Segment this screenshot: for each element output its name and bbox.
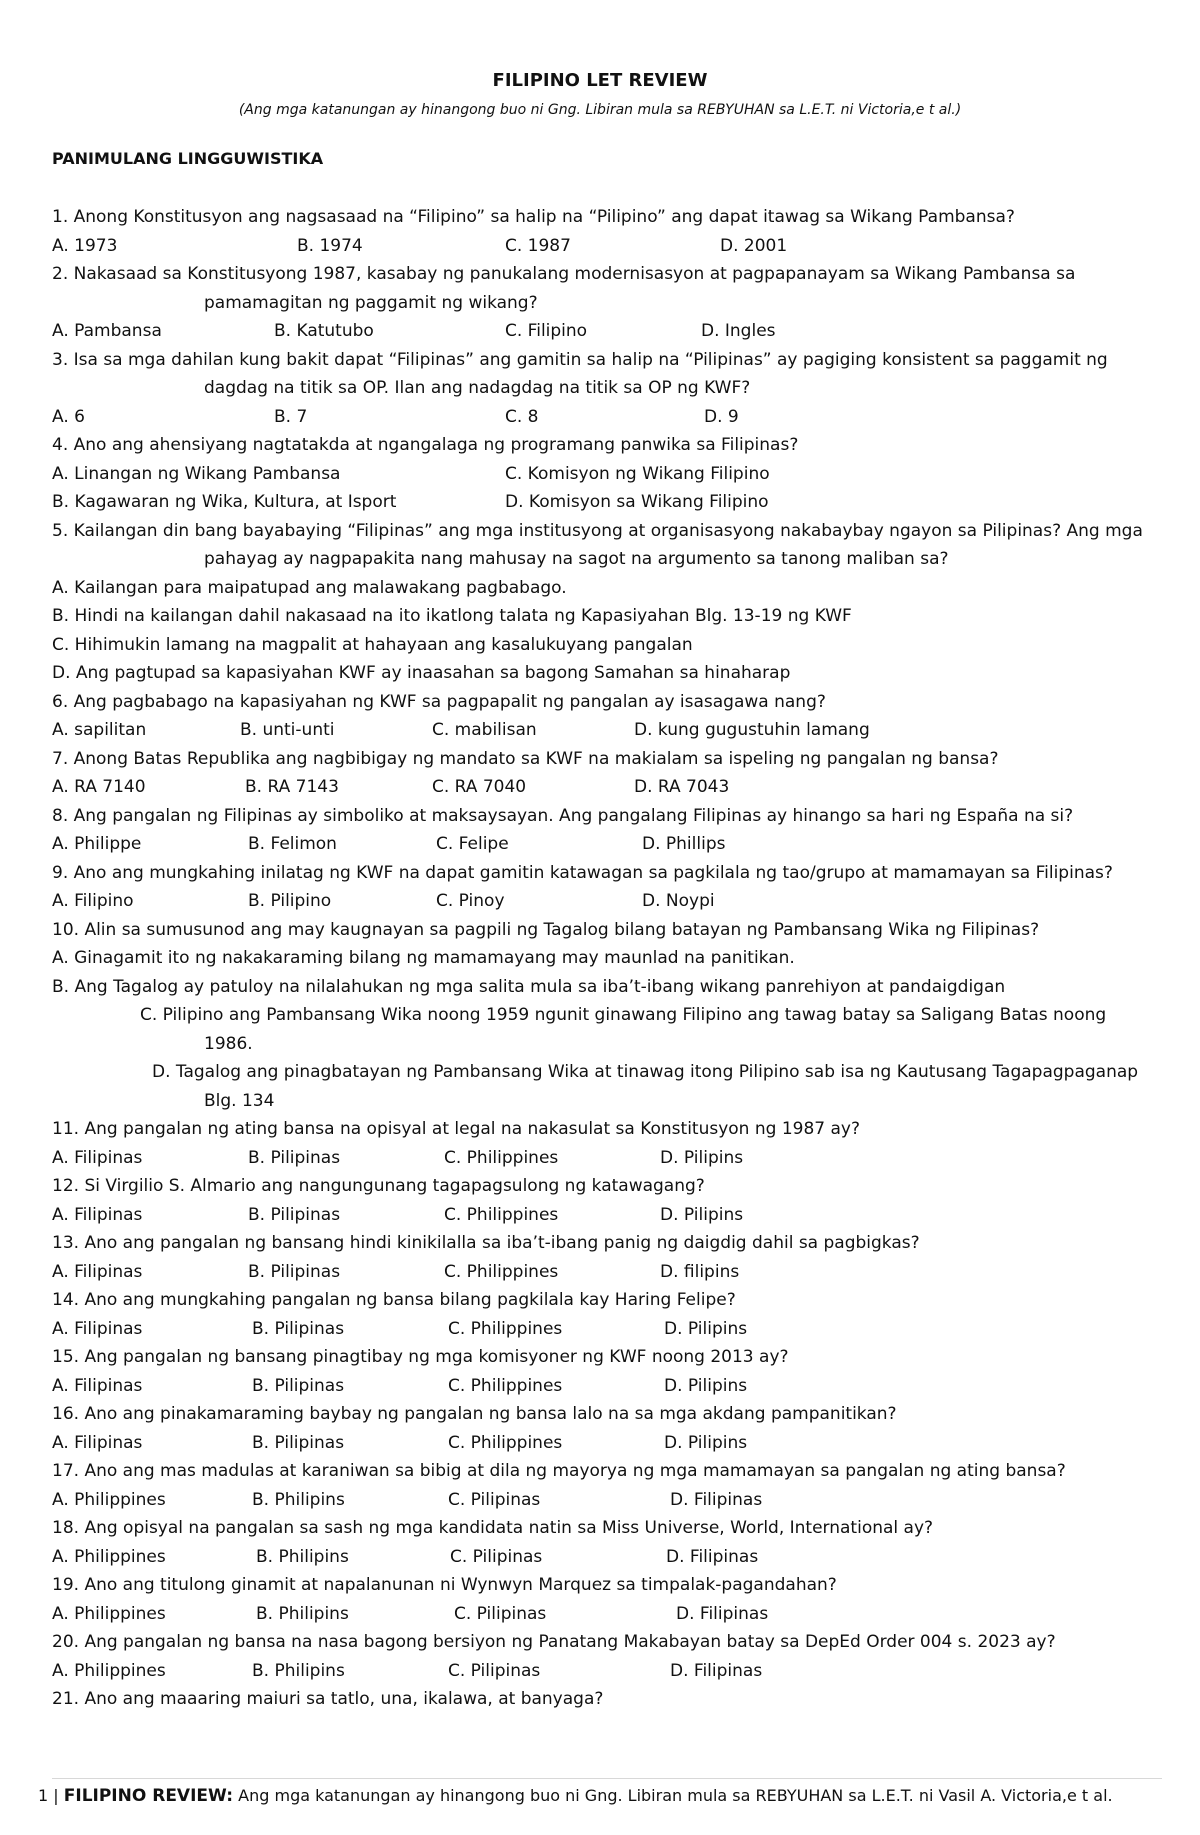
option-continued: Blg. 134 <box>204 1090 275 1111</box>
options <box>52 1543 1162 1572</box>
option: D. Ang pagtupad sa kapasiyahan KWF ay inaasahan sa bagong Samahan sa hinaharap <box>52 663 791 683</box>
option: A. Kailangan para maipatupad ang malawakang pagbabago. <box>52 577 567 598</box>
option: C. mabilisan <box>432 720 537 740</box>
question: 20. Ang pangalan ng bansa na nasa bagong bersiyon ng Panatang Makabayan batay sa DepEd Order 004 s. 2023 ay? <box>52 1632 1056 1652</box>
options <box>52 1201 1162 1230</box>
option: A. Filipinas <box>52 1432 143 1453</box>
question: 9. Ano ang mungkahing inilatag ng KWF na dapat gamitin katawagan sa pagkilala ng tao/grupo at mamamayan sa Filipinas? <box>52 862 1113 883</box>
question: 7. Anong Batas Republika ang nagbibigay ng mandato sa KWF na makialam sa ispeling ng pangalan ng bansa? <box>52 748 999 769</box>
option: B. Felimon <box>248 834 337 854</box>
option: B. Pilipinas <box>248 1261 341 1282</box>
option: B. Philipins <box>252 1660 345 1681</box>
footer-text: Ang mga katanungan ay hinangong buo ni Gng. Libiran mula sa REBYUHAN sa L.E.T. ni Vasil A. Victoria,e t al. <box>233 1786 1113 1805</box>
option: C. Pilipinas <box>448 1660 541 1681</box>
options <box>52 830 1162 859</box>
option: C. Pilipino ang Pambansang Wika noong 1959 ngunit ginawang Filipino ang tawag batay sa Saligang Batas noong <box>140 1005 1107 1025</box>
option: A. Filipinas <box>52 1375 143 1396</box>
option: D. RA 7043 <box>634 777 730 797</box>
question-continued: pamamagitan ng paggamit ng wikang? <box>204 292 538 313</box>
option: C. Philippines <box>444 1204 559 1225</box>
options <box>52 1657 1162 1686</box>
options <box>52 1429 1162 1458</box>
footer-label: FILIPINO REVIEW: <box>63 1786 234 1806</box>
option: D. Filipinas <box>676 1603 769 1624</box>
question: 4. Ano ang ahensiyang nagtatakda at ngangalaga ng programang panwika sa Filipinas? <box>52 435 799 455</box>
option: C. Hihimukin lamang na magpalit at hahayaan ang kasalukuyang pangalan <box>52 634 693 655</box>
option: D. Pilipins <box>664 1318 748 1339</box>
option: C. Philippines <box>444 1261 559 1282</box>
option: C. Pilipinas <box>454 1603 547 1624</box>
option: C. RA 7040 <box>432 777 527 797</box>
option: D. Pilipins <box>660 1147 744 1168</box>
question: 11. Ang pangalan ng ating bansa na opisyal at legal na nakasulat sa Konstitusyon ng 1987 ay? <box>52 1119 860 1139</box>
question: 3. Isa sa mga dahilan kung bakit dapat “Filipinas” ang gamitin sa halip na “Pilipinas” ay pagiging konsistent sa paggamit ng <box>52 349 1108 370</box>
option: A. Linangan ng Wikang Pambansa <box>52 463 341 484</box>
option: B. Philipins <box>256 1603 349 1624</box>
option: B. Ang Tagalog ay patuloy na nilalahukan ng mga salita mula sa iba’t-ibang wikang panrehiyon at pandaigdigan <box>52 976 1006 997</box>
option: B. unti-unti <box>240 720 335 740</box>
option-continued: 1986. <box>204 1033 253 1054</box>
question: 14. Ano ang mungkahing pangalan ng bansa bilang pagkilala kay Haring Felipe? <box>52 1290 736 1310</box>
option: B. Pilipinas <box>252 1375 345 1396</box>
option: A. Filipino <box>52 891 134 911</box>
option: D. Tagalog ang pinagbatayan ng Pambansang Wika at tinawag itong Pilipino sab isa ng Kautusang Tagapagpaganap <box>152 1062 1139 1082</box>
option: B. Kagawaran ng Wika, Kultura, at Isport <box>52 492 397 512</box>
option: C. 8 <box>505 406 539 427</box>
option: C. Pilipinas <box>450 1546 543 1567</box>
option: D. filipins <box>660 1261 740 1282</box>
options <box>52 460 1162 489</box>
option: B. Katutubo <box>274 321 374 341</box>
option: D. 9 <box>704 406 739 427</box>
option: A. Filipinas <box>52 1147 143 1168</box>
options <box>52 232 1162 261</box>
option: C. Pilipinas <box>448 1489 541 1510</box>
document-subtitle: (Ang mga katanungan ay hinangong buo ni Gng. Libiran mula sa REBYUHAN sa L.E.T. ni Victoria,e t al.) <box>238 102 962 118</box>
option: A. Filipinas <box>52 1261 143 1282</box>
question: 18. Ang opisyal na pangalan sa sash ng mga kandidata natin sa Miss Universe, World, International ay? <box>52 1518 934 1538</box>
option: D. Pilipins <box>660 1204 744 1225</box>
option: A. Philippe <box>52 834 142 854</box>
option: B. Pilipinas <box>248 1204 341 1225</box>
options <box>52 488 1162 517</box>
question: 10. Alin sa sumusunod ang may kaugnayan sa pagpili ng Tagalog bilang batayan ng Pambansang Wika ng Filipinas? <box>52 919 1040 940</box>
option: B. Hindi na kailangan dahil nakasaad na ito ikatlong talata ng Kapasiyahan Blg. 13-19 ng KWF <box>52 606 852 626</box>
options <box>52 1258 1162 1287</box>
option: A. Filipinas <box>52 1204 143 1225</box>
question: 8. Ang pangalan ng Filipinas ay simboliko at maksaysayan. Ang pangalang Filipinas ay hinango sa hari ng España na si? <box>52 805 1074 826</box>
section-heading: PANIMULANG LINGGUWISTIKA <box>52 149 324 168</box>
option: A. Pambansa <box>52 321 162 341</box>
option: C. Filipino <box>505 321 588 341</box>
option: A. Filipinas <box>52 1318 143 1339</box>
footer-divider <box>52 1778 1162 1779</box>
options <box>52 1600 1162 1629</box>
option: B. Pilipinas <box>252 1318 345 1339</box>
option: D. Filipinas <box>670 1660 763 1681</box>
question: 2. Nakasaad sa Konstitusyong 1987, kasabay ng panukalang modernisasyon at pagpapanayam sa Wikang Pambansa sa <box>52 264 1076 284</box>
option: D. kung gugustuhin lamang <box>634 720 870 740</box>
option: C. Komisyon ng Wikang Filipino <box>505 463 770 484</box>
option: B. RA 7143 <box>245 777 339 797</box>
option: B. 7 <box>274 406 308 427</box>
option: D. Noypi <box>642 891 715 911</box>
option: B. 1974 <box>297 235 363 256</box>
options <box>52 773 1162 802</box>
question: 5. Kailangan din bang bayabaying “Filipinas” ang mga institusyong at organisasyong nakabaybay ngayon sa Pilipinas? Ang mga <box>52 520 1143 541</box>
option: B. Pilipino <box>248 891 332 911</box>
page-footer <box>38 1786 1113 1806</box>
option: C. Felipe <box>436 834 509 854</box>
option: D. 2001 <box>720 235 788 256</box>
option: B. Pilipinas <box>252 1432 345 1453</box>
options <box>52 1372 1162 1401</box>
options <box>52 317 1162 346</box>
option: A. 6 <box>52 406 85 427</box>
question: 17. Ano ang mas madulas at karaniwan sa bibig at dila ng mayorya ng mga mamamayan sa pangalan ng ating bansa? <box>52 1461 1066 1481</box>
options <box>52 1315 1162 1344</box>
option: D. Filipinas <box>666 1546 759 1567</box>
question: 12. Si Virgilio S. Almario ang nangungunang tagapagsulong ng katawagang? <box>52 1176 705 1196</box>
option: A. Philippines <box>52 1603 166 1624</box>
options <box>52 1486 1162 1515</box>
question: 13. Ano ang pangalan ng bansang hindi kinikilalla sa iba’t-ibang panig ng daigdig dahil sa pagbigkas? <box>52 1233 920 1253</box>
option: B. Pilipinas <box>248 1147 341 1168</box>
option: A. 1973 <box>52 235 118 256</box>
question-continued: pahayag ay nagpapakita nang mahusay na sagot na argumento sa tanong maliban sa? <box>204 549 949 569</box>
option: D. Phillips <box>642 834 726 854</box>
document-title: FILIPINO LET REVIEW <box>492 70 708 91</box>
option: D. Pilipins <box>664 1432 748 1453</box>
option: A. sapilitan <box>52 720 147 740</box>
question: 16. Ano ang pinakamaraming baybay ng pangalan ng bansa lalo na sa mga akdang pampanitikan? <box>52 1404 897 1424</box>
options <box>52 887 1162 916</box>
option: A. Ginagamit ito ng nakakaraming bilang ng mamamayang may maunlad na panitikan. <box>52 948 795 968</box>
option: C. 1987 <box>505 235 571 256</box>
question-continued: dagdag na titik sa OP. Ilan ang nadagdag na titik sa OP ng KWF? <box>204 378 751 398</box>
question: 19. Ano ang titulong ginamit at napalanunan ni Wynwyn Marquez sa timpalak-pagandahan? <box>52 1575 837 1595</box>
option: A. Philippines <box>52 1546 166 1567</box>
page-number: 1 | <box>38 1786 64 1805</box>
option: A. RA 7140 <box>52 777 146 797</box>
option: D. Komisyon sa Wikang Filipino <box>505 492 769 512</box>
question: 1. Anong Konstitusyon ang nagsasaad na “Filipino” sa halip na “Pilipino” ang dapat itawag sa Wikang Pambansa? <box>52 207 1015 227</box>
option: C. Philippines <box>448 1375 563 1396</box>
option: C. Philippines <box>448 1318 563 1339</box>
options <box>52 403 1162 432</box>
options <box>52 1144 1162 1173</box>
question: 15. Ang pangalan ng bansang pinagtibay ng mga komisyoner ng KWF noong 2013 ay? <box>52 1347 789 1367</box>
option: C. Philippines <box>444 1147 559 1168</box>
question: 21. Ano ang maaaring maiuri sa tatlo, una, ikalawa, at banyaga? <box>52 1689 604 1709</box>
option: B. Philipins <box>256 1546 349 1567</box>
option: A. Philippines <box>52 1489 166 1510</box>
option: C. Philippines <box>448 1432 563 1453</box>
option: B. Philipins <box>252 1489 345 1510</box>
option: D. Filipinas <box>670 1489 763 1510</box>
option: A. Philippines <box>52 1660 166 1681</box>
option: D. Pilipins <box>664 1375 748 1396</box>
question-list <box>52 203 1162 1714</box>
option: D. Ingles <box>701 321 776 341</box>
question: 6. Ang pagbabago na kapasiyahan ng KWF sa pagpapalit ng pangalan ay isasagawa nang? <box>52 691 826 712</box>
option: C. Pinoy <box>436 891 505 911</box>
options <box>52 716 1162 745</box>
